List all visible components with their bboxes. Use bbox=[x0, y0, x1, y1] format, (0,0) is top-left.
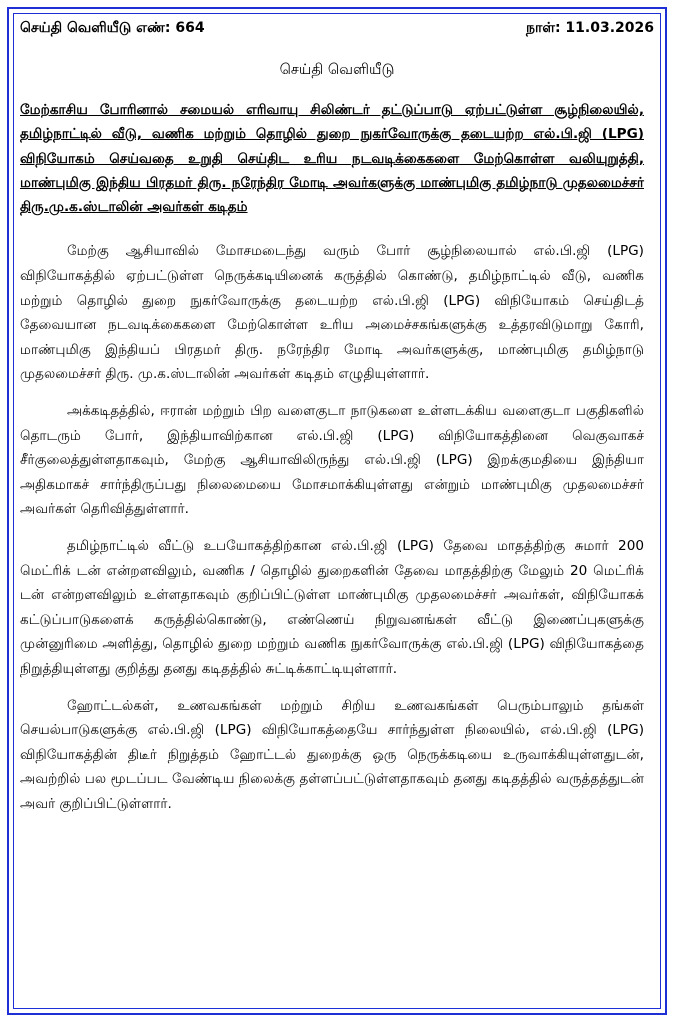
paragraph-3: தமிழ்நாட்டில் வீட்டு உபயோகத்திற்கான எல்.பி.ஜி (LPG) தேவை மாதத்திற்கு சுமார் 200 மெட்ரிக் டன் என்றளவிலும், வணிக / தொழில் துறைகளின் தேவை மாதத்திற்கு மேலும் 20 மெட்ரிக் டன் என்றளவிலும் உள்ளதாகவும் குறிப்பிட்டுள்ள மாண்புமிகு முதலமைச்சர் அவர்கள், விநியோகக் கட்டுப்பாடுகளைக் கருத்தில்கொண்டு, எண்ணெய் நிறுவனங்கள் வீட்டு இணைப்புகளுக்கு முன்னுரிமை அளித்து, தொழில் துறை மற்றும் வணிக நுகர்வோருக்கு எல்.பி.ஜி (LPG) விநியோகத்தை நிறுத்தியுள்ளது குறித்து தனது கடிதத்தில் சுட்டிக்காட்டியுள்ளார். bbox=[20, 538, 644, 677]
paragraph-4: ஹோட்டல்கள், உணவகங்கள் மற்றும் சிறிய உணவகங்கள் பெரும்பாலும் தங்கள் செயல்பாடுகளுக்கு எல்.பி.ஜி (LPG) விநியோகத்தையே சார்ந்துள்ள நிலையில், எல்.பி.ஜி (LPG) விநியோகத்தின் திடீர் நிறுத்தம் ஹோட்டல் துறைக்கு ஒரு நெருக்கடியை உருவாக்கியுள்ளதுடன், அவற்றில் பல மூடப்பட வேண்டிய நிலைக்கு தள்ளப்பட்டுள்ளதாகவும் தனது கடிதத்தில் வருத்தத்துடன் அவர் குறிப்பிட்டுள்ளார். bbox=[20, 697, 644, 812]
press-release bbox=[20, 18, 654, 817]
paragraph-2: அக்கடிதத்தில், ஈரான் மற்றும் பிற வளைகுடா நாடுகளை உள்ளடக்கிய வளைகுடா பகுதிகளில் தொடரும் போர், இந்தியாவிற்கான எல்.பி.ஜி (LPG) விநியோகத்தினை வெகுவாகச் சீர்குலைத்துள்ளதாகவும், மேற்கு ஆசியாவிலிருந்து எல்.பி.ஜி (LPG) இறக்குமதியை இந்தியா அதிகமாகச் சார்ந்திருப்பது நிலைமையை மோசமாக்கியுள்ளது என்றும் மாண்புமிகு முதலமைச்சர் அவர்கள் தெரிவித்துள்ளார். bbox=[20, 403, 644, 518]
header bbox=[20, 18, 654, 40]
paragraph-1: மேற்கு ஆசியாவில் மோசமடைந்து வரும் போர் சூழ்நிலையால் எல்.பி.ஜி (LPG) விநியோகத்தில் ஏற்பட்டுள்ள நெருக்கடியினைக் கருத்தில் கொண்டு, தமிழ்நாட்டில் வீடு, வணிக மற்றும் தொழில் துறை நுகர்வோருக்கு தடையற்ற எல்.பி.ஜி (LPG) விநியோகம் செய்திடத் தேவையான நடவடிக்கைகளை மேற்கொள்ள உரிய அமைச்சகங்களுக்கு உத்தரவிடுமாறு கோரி, மாண்புமிகு இந்தியப் பிரதமர் திரு. நரேந்திர மோடி அவர்களுக்கு, மாண்புமிகு தமிழ்நாடு முதலமைச்சர் திரு. மு.க.ஸ்டாலின் அவர்கள் கடிதம் எழுதியுள்ளார். bbox=[20, 243, 644, 383]
document-title: செய்தி வெளியீடு bbox=[279, 62, 395, 78]
release-number: செய்தி வெளியீடு எண்: 664 bbox=[20, 20, 205, 36]
subject-heading: மேற்காசிய போரினால் சமையல் எரிவாயு சிலிண்டர் தட்டுப்பாடு ஏற்பட்டுள்ள சூழ்நிலையில், தமிழ்நாட்டில் வீடு, வணிக மற்றும் தொழில் துறை நுகர்வோருக்கு தடையற்ற எல்.பி.ஜி (LPG) விநியோகம் செய்வதை உறுதி செய்திட உரிய நடவடிக்கைகளை மேற்கொள்ள வலியுறுத்தி, மாண்புமிகு இந்திய பிரதமர் திரு. நரேந்திர மோடி அவர்களுக்கு மாண்புமிகு தமிழ்நாடு முதலமைச்சர் திரு.மு.க.ஸ்டாலின் அவர்கள் கடிதம் bbox=[20, 102, 644, 216]
release-date: நாள்: 11.03.2026 bbox=[526, 20, 654, 36]
